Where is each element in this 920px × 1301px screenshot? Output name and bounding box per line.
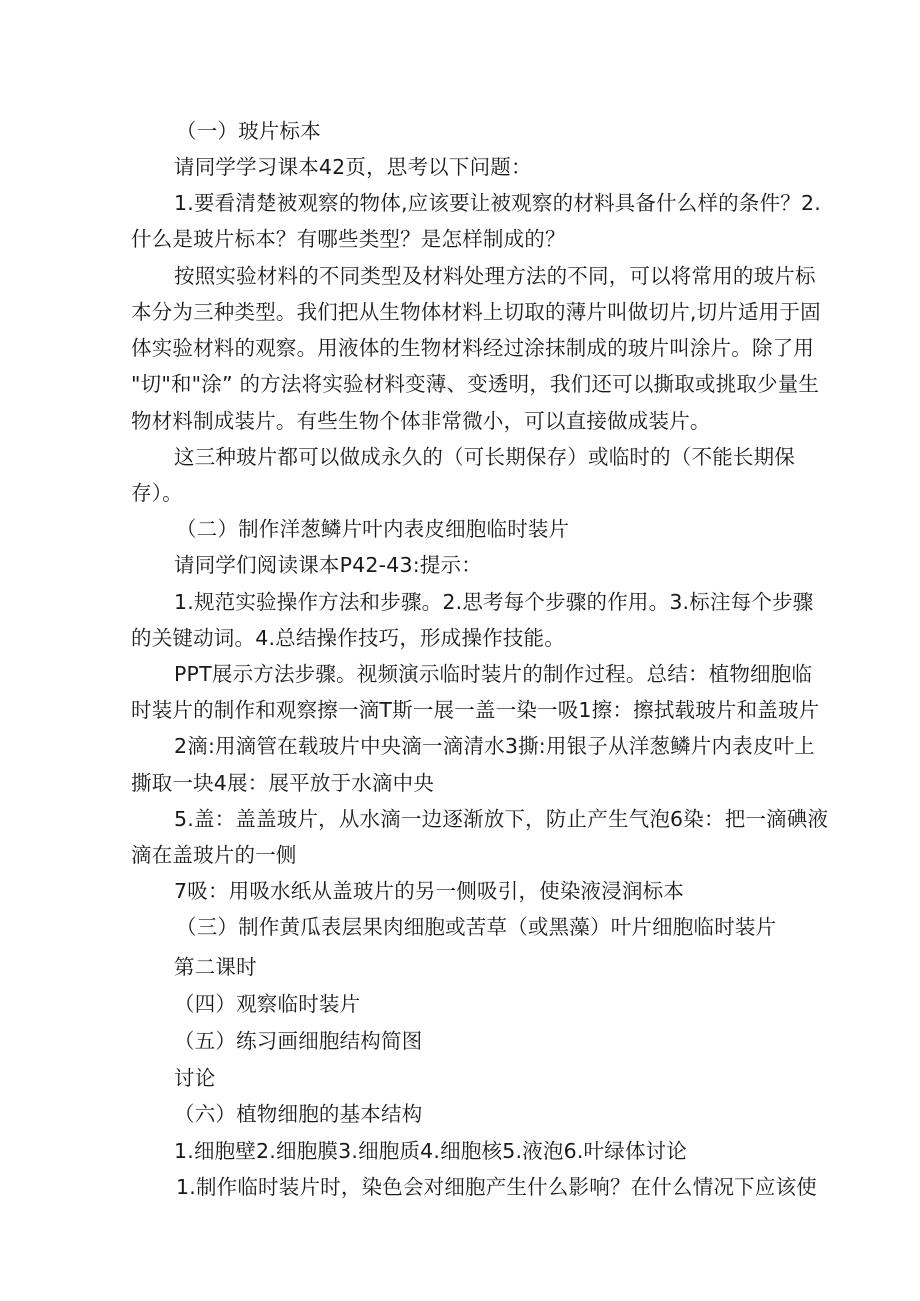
paragraph-line: 5.盖：盖盖玻片，从水滴一边逐渐放下，防止产生气泡6染：把一滴碘液 — [174, 807, 829, 831]
section-heading-observe: （四）观察临时装片 — [174, 992, 361, 1016]
paragraph-line: 体实验材料的观察。用液体的生物材料经过涂抹制成的玻片叫涂片。除了用 — [131, 336, 815, 360]
paragraph-line: 请同学学习课本42页，思考以下问题： — [174, 155, 532, 179]
paragraph-line: PPT展示方法步骤。视频演示临时装片的制作过程。总结：植物细胞临 — [174, 662, 813, 686]
section-heading-onion: （二）制作洋葱鳞片叶内表皮细胞临时装片 — [176, 517, 570, 541]
section-heading-slides: （一）玻片标本 — [176, 119, 321, 143]
paragraph-line: 滴在盖玻片的一侧 — [131, 843, 297, 867]
paragraph-line: 什么是玻片标本？有哪些类型？是怎样制成的？ — [131, 227, 566, 251]
paragraph-line: 1.规范实验操作方法和步骤。2.思考每个步骤的作用。3.标注每个步骤 — [174, 590, 814, 614]
paragraph-line: 物材料制成装片。有些生物个体非常微小，可以直接做成装片。 — [131, 409, 711, 433]
paragraph-line: 这三种玻片都可以做成永久的（可长期保存）或临时的（不能长期保 — [174, 445, 795, 469]
section-heading-cucumber: （三）制作黄瓜表层果肉细胞或苦草（或黑藻）叶片细胞临时装片 — [176, 915, 777, 939]
paragraph-line: 1.制作临时装片时，染色会对细胞产生什么影响？在什么情况下应该使 — [176, 1175, 817, 1199]
paragraph-line: 时装片的制作和观察擦一滴T斯一展一盖一染一吸1擦：擦拭载玻片和盖玻片 — [131, 698, 820, 722]
section-heading-structure: （六）植物细胞的基本结构 — [174, 1102, 423, 1126]
paragraph-line: 1.细胞壁2.细胞膜3.细胞质4.细胞核5.液泡6.叶绿体讨论 — [174, 1139, 688, 1163]
paragraph-line: 撕取一块4展：展平放于水滴中央 — [131, 771, 435, 795]
paragraph-line: 1.要看清楚被观察的物体,应该要让被观察的材料具备什么样的条件？2. — [174, 191, 821, 215]
paragraph-line: 存）。 — [131, 481, 183, 505]
paragraph-line: "切"和"涂” 的方法将实验材料变薄、变透明，我们还可以撕取或挑取少量生 — [131, 372, 820, 396]
discussion-heading: 讨论 — [174, 1066, 216, 1090]
paragraph-line: 请同学们阅读课本P42-43:提示： — [174, 553, 482, 577]
paragraph-line: 7吸：用吸水纸从盖玻片的另一侧吸引，使染液浸润标本 — [174, 879, 685, 903]
paragraph-line: 按照实验材料的不同类型及材料处理方法的不同，可以将常用的玻片标 — [174, 264, 816, 288]
lesson-heading: 第二课时 — [174, 955, 257, 979]
paragraph-line: 的关键动词。4.总结操作技巧，形成操作技能。 — [131, 626, 565, 650]
section-heading-drawing: （五）练习画细胞结构简图 — [174, 1029, 423, 1053]
paragraph-line: 本分为三种类型。我们把从生物体材料上切取的薄片叫做切片,切片适用于固 — [131, 300, 821, 324]
paragraph-line: 2滴:用滴管在载玻片中央滴一滴清水3撕:用银子从洋葱鳞片内表皮叶上 — [174, 734, 815, 758]
